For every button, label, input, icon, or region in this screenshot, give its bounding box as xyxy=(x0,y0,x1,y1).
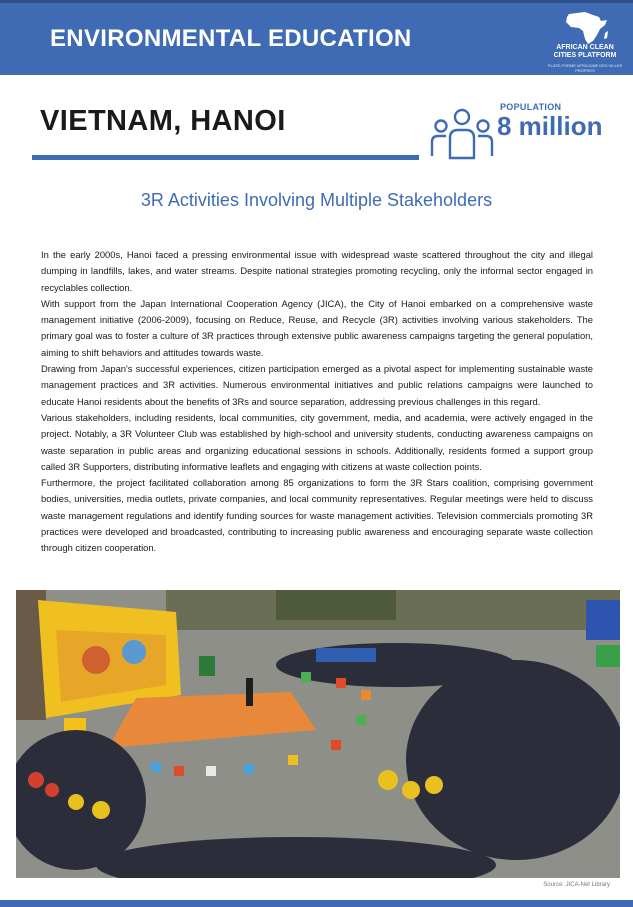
africa-map-icon xyxy=(555,11,615,45)
city-underline xyxy=(32,155,419,160)
footer-bar xyxy=(0,900,633,907)
logo-subtext: PLATE-FORME AFRICAINE DES VILLES PROPRES xyxy=(547,63,623,73)
paragraph: Furthermore, the project facilitated collaboration among 85 organizations to form the 3R Stars coalition, comprising government bodies, universities, media outlets, private companies, and local community representatives. Regular meetings were held to discuss waste management regulations and identify funding sources for waste management activities. Television commercials promoting 3R practices were developed and broadcasted, contributing to increasing public awareness and encouraging separate waste collection through citizen cooperation. xyxy=(41,477,593,554)
photo-source: Source: JICA-Net Library xyxy=(543,882,610,888)
paragraph: In the early 2000s, Hanoi faced a pressing environmental issue with widespread waste scattered throughout the city and illegal dumping in landfills, lakes, and water streams. Despite national strategies promoting recycling, only the informal sector engaged in recyclables collection. xyxy=(41,249,593,293)
population-value: 8 million xyxy=(497,111,603,141)
paragraph: Drawing from Japan's successful experiences, citizen participation emerged as a pivotal aspect for implementing sustainable waste management practices and 3R activities. Numerous environmental initiatives and public relations campaigns were launched to educate Hanoi residents about the benefits of 3Rs and source separation, addressing previous challenges in this regard. xyxy=(41,363,593,407)
paragraph: Various stakeholders, including residents, local communities, city government, media, and academia, were actively engaged in the project. Notably, a 3R Volunteer Club was established by high-school and university students, conducting awareness campaigns on waste separation in public areas and organizing educational sessions in schools. Additionally, residents formed a support group called 3R Supporters, distributing informative leaflets and engaging with citizens at waste collection points. xyxy=(41,411,593,472)
population-label: POPULATION xyxy=(500,102,562,112)
people-icon xyxy=(430,108,494,167)
section-subtitle: 3R Activities Involving Multiple Stakeholders xyxy=(140,190,493,210)
event-photo xyxy=(16,590,620,878)
article-body xyxy=(41,247,593,557)
paragraph: With support from the Japan International Cooperation Agency (JICA), the City of Hanoi embarked on a comprehensive waste management initiative (2006-2009), focusing on Reduce, Reuse, and Recycle (3R) activities involving various stakeholders. The primary goal was to foster a culture of 3R practices through extensive public awareness campaigns targeting the general population, aiming to shift behaviors and attitudes towards waste. xyxy=(41,297,593,358)
logo-text: AFRICAN CLEAN CITIES PLATFORM xyxy=(553,44,617,59)
city-title: VIETNAM, HANOI xyxy=(40,105,286,137)
platform-logo xyxy=(545,11,625,71)
header-title: ENVIRONMENTAL EDUCATION xyxy=(50,25,412,52)
header-banner xyxy=(0,0,633,75)
